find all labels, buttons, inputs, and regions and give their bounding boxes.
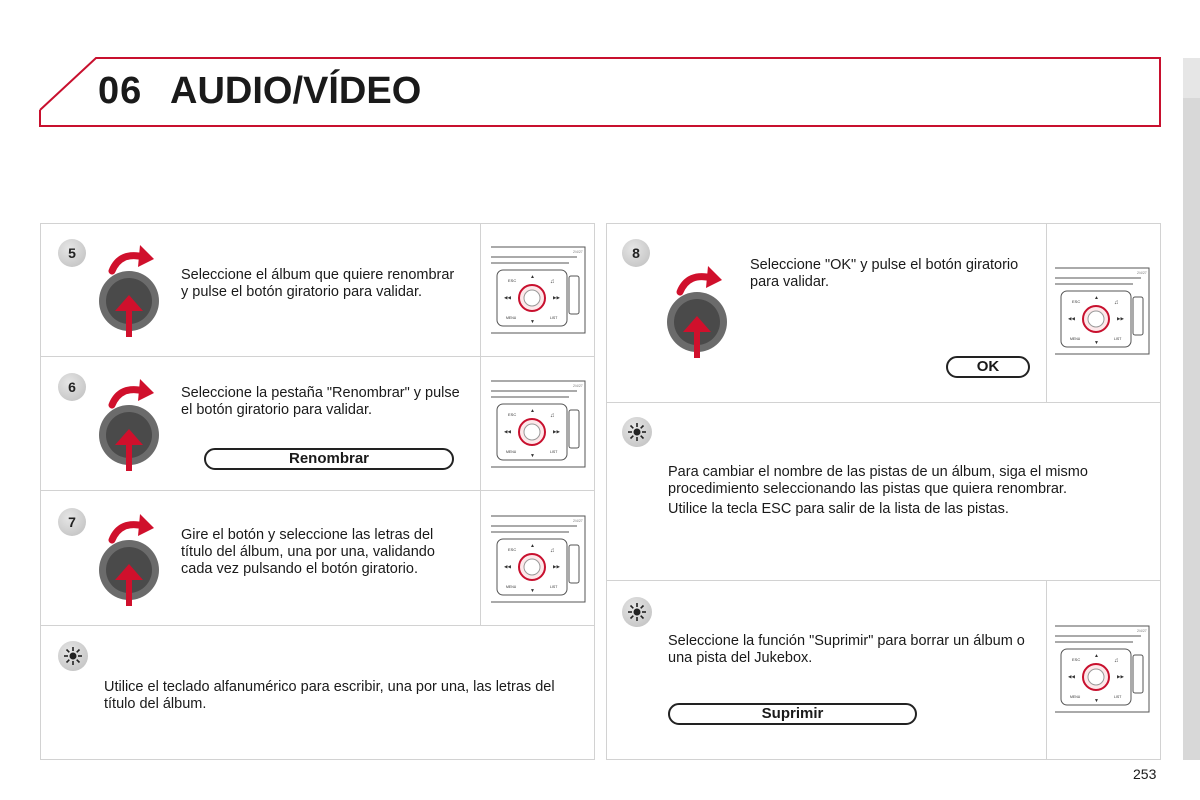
step-5-text: Seleccione el álbum que quiere renombrar y pulse el botón giratorio para validar. <box>181 267 455 300</box>
tip-text: Seleccione la función "Suprimir" para borrar un álbum o una pista del Jukebox. <box>668 633 1025 666</box>
control-panel-illustration <box>489 243 589 338</box>
up-label: ▲ <box>530 408 535 414</box>
side-tab <box>1183 58 1200 760</box>
menu-label: MENU <box>506 585 517 589</box>
rotary-knob-icon <box>98 377 162 473</box>
control-panel-illustration <box>489 377 589 472</box>
list-label: LIST <box>1114 695 1122 699</box>
music-icon: ♫ <box>550 413 555 419</box>
list-label: LIST <box>550 450 558 454</box>
step-number-8: 8 <box>622 239 650 267</box>
music-icon: ♫ <box>1114 300 1119 306</box>
control-panel-illustration <box>489 512 589 607</box>
esc-label: ESC <box>1072 657 1081 662</box>
esc-label: ESC <box>508 278 517 283</box>
svg-text:2/4/27: 2/4/27 <box>573 519 583 523</box>
tip-paragraph-2: Utilice la tecla ESC para salir de la lista de las pistas. <box>668 501 1009 517</box>
music-icon: ♫ <box>1114 658 1119 664</box>
down-label: ▼ <box>530 453 535 459</box>
down-label: ▼ <box>530 588 535 594</box>
tip-text: Utilice el teclado alfanumérico para escribir, una por una, las letras del título del álbum. <box>104 679 555 712</box>
list-label: LIST <box>550 585 558 589</box>
esc-label: ESC <box>508 412 517 417</box>
chapter-number: 06 <box>98 70 143 112</box>
control-panel-illustration <box>1053 622 1153 717</box>
chapter-header <box>0 0 1200 130</box>
tip-paragraph-1: Para cambiar el nombre de las pistas de un álbum, siga el mismo procedimiento seleccionando las pistas que quiera renombrar. <box>668 464 1088 497</box>
music-icon: ♫ <box>550 279 555 285</box>
svg-text:2/4/27: 2/4/27 <box>573 384 583 388</box>
prev-label: ◀◀ <box>504 295 511 300</box>
next-label: ▶▶ <box>553 429 560 434</box>
control-panel-illustration <box>1053 264 1153 359</box>
rotary-knob-icon <box>666 264 730 360</box>
suprimir-button[interactable]: Suprimir <box>668 703 917 725</box>
renombrar-button[interactable]: Renombrar <box>204 448 454 470</box>
menu-label: MENU <box>506 450 517 454</box>
svg-text:2/4/27: 2/4/27 <box>1137 271 1147 275</box>
esc-label: ESC <box>1072 299 1081 304</box>
rotary-knob-icon <box>98 243 162 339</box>
up-label: ▲ <box>1094 295 1099 301</box>
list-label: LIST <box>550 316 558 320</box>
side-tab-strip <box>1183 58 1200 98</box>
down-label: ▼ <box>1094 698 1099 704</box>
prev-label: ◀◀ <box>1068 316 1075 321</box>
step-6-text: Seleccione la pestaña "Renombrar" y pulse el botón giratorio para validar. <box>181 385 460 418</box>
next-label: ▶▶ <box>553 295 560 300</box>
prev-label: ◀◀ <box>504 564 511 569</box>
up-label: ▲ <box>530 543 535 549</box>
menu-label: MENU <box>1070 695 1081 699</box>
menu-label: MENU <box>506 316 517 320</box>
step-number-5: 5 <box>58 239 86 267</box>
lightbulb-icon <box>622 417 652 447</box>
step-8-text: Seleccione "OK" y pulse el botón giratorio para validar. <box>750 257 1019 290</box>
page-number: 253 <box>1133 766 1157 782</box>
svg-text:2/4/27: 2/4/27 <box>1137 629 1147 633</box>
down-label: ▼ <box>1094 340 1099 346</box>
step-number-7: 7 <box>58 508 86 536</box>
svg-text:2/4/27: 2/4/27 <box>573 250 583 254</box>
lightbulb-icon <box>58 641 88 671</box>
menu-label: MENU <box>1070 337 1081 341</box>
list-label: LIST <box>1114 337 1122 341</box>
step-number-6: 6 <box>58 373 86 401</box>
down-label: ▼ <box>530 319 535 325</box>
up-label: ▲ <box>1094 653 1099 659</box>
next-label: ▶▶ <box>1117 316 1124 321</box>
rotary-knob-icon <box>98 512 162 608</box>
chapter-title: AUDIO/VÍDEO <box>170 70 422 112</box>
next-label: ▶▶ <box>1117 674 1124 679</box>
prev-label: ◀◀ <box>1068 674 1075 679</box>
esc-label: ESC <box>508 547 517 552</box>
ok-button[interactable]: OK <box>946 356 1030 378</box>
next-label: ▶▶ <box>553 564 560 569</box>
up-label: ▲ <box>530 274 535 280</box>
step-7-text: Gire el botón y seleccione las letras del título del álbum, una por una, validando cada vez pulsando el botón giratorio. <box>181 527 435 577</box>
prev-label: ◀◀ <box>504 429 511 434</box>
lightbulb-icon <box>622 597 652 627</box>
music-icon: ♫ <box>550 548 555 554</box>
